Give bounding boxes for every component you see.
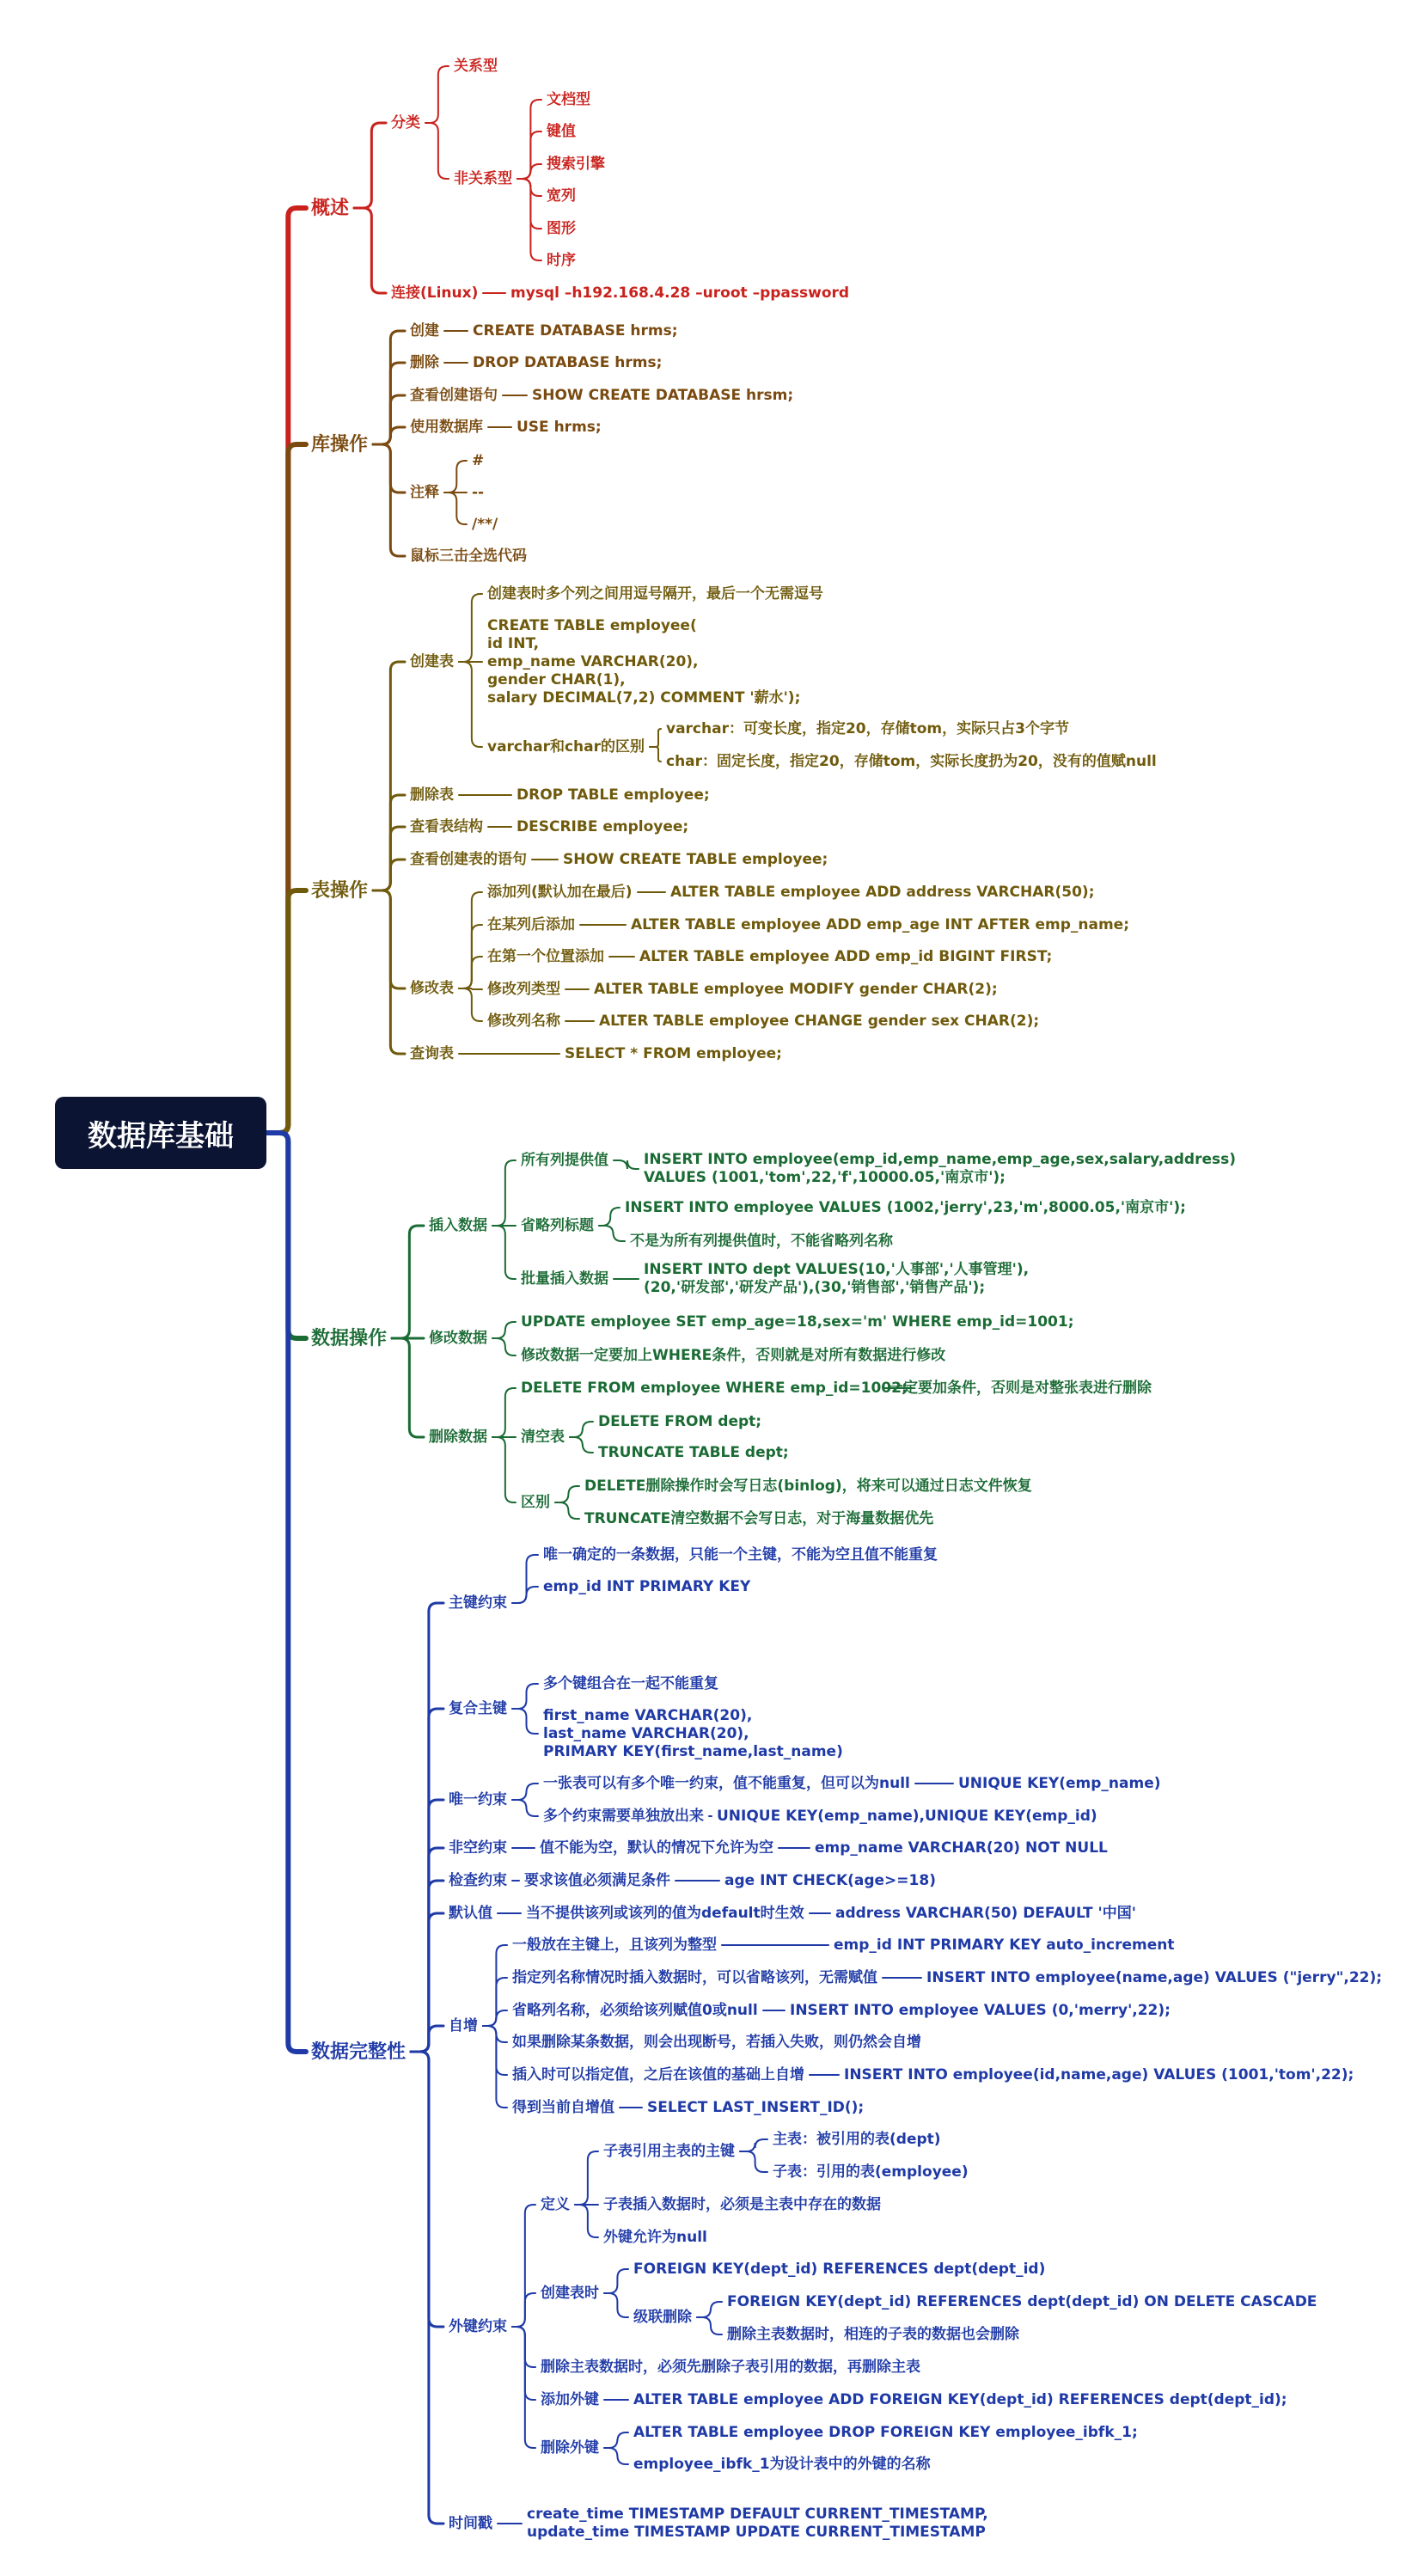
topic-node: INSERT INTO employee(emp_id,emp_name,emp_age,sex,salary,address) VALUES (1001,'tom',22,'f',10000.05,'南京市'); xyxy=(644,1151,1236,1186)
topic-node: 得到当前自增值 xyxy=(512,2098,614,2116)
topic-node: 注释 xyxy=(410,483,439,501)
topic-node: 级联删除 xyxy=(633,2308,692,2326)
topic-node: INSERT INTO employee(id,name,age) VALUES (1001,'tom',22); xyxy=(844,2065,1354,2083)
topic-node: 图形 xyxy=(547,219,576,237)
topic-node: ALTER TABLE employee CHANGE gender sex CHAR(2); xyxy=(599,1012,1040,1030)
topic-node: 查看创建语句 xyxy=(410,386,498,404)
topic-node: 插入时可以指定值，之后在该值的基础上自增 xyxy=(512,2065,804,2083)
topic-node: 非关系型 xyxy=(454,169,512,187)
topic-node: 分类 xyxy=(391,113,420,132)
connector-line xyxy=(492,1388,516,1437)
branch-node: 库操作 xyxy=(311,433,369,456)
topic-node: 创建表时多个列之间用逗号隔开，最后一个无需逗号 xyxy=(487,584,823,603)
topic-node: 一定要加条件，否则是对整张表进行删除 xyxy=(889,1379,1152,1397)
topic-node: 要求该值必须满足条件 xyxy=(524,1871,670,1889)
topic-node: 定义 xyxy=(541,2195,570,2213)
connector-line xyxy=(604,2269,628,2293)
topic-node: TRUNCATE TABLE dept; xyxy=(598,1443,789,1461)
topic-node: 子表引用主表的主键 xyxy=(603,2142,735,2160)
topic-node: 删除主表数据时，必须先删除子表引用的数据，再删除主表 xyxy=(541,2358,920,2376)
topic-node: /**/ xyxy=(472,515,498,533)
topic-node: INSERT INTO dept VALUES(10,'人事部','人事管理'), (20,'研发部','研发产品'),(30,'销售部','销售产品'); xyxy=(644,1261,1030,1296)
connector-line xyxy=(459,988,482,1021)
topic-node: 清空表 xyxy=(521,1428,565,1446)
topic-node: emp_name VARCHAR(20) NOT NULL xyxy=(815,1839,1108,1857)
topic-node: INSERT INTO employee VALUES (0,'merry',22); xyxy=(790,2001,1171,2019)
connector-line xyxy=(512,1684,538,1709)
topic-node: CREATE TABLE employee( id INT, emp_name VARCHAR(20), gender CHAR(1), salary DECIMAL(7,2) COMMENT '薪水'); xyxy=(487,616,801,707)
connector-line xyxy=(512,2205,535,2327)
topic-node: 使用数据库 xyxy=(410,418,483,436)
connector-line xyxy=(512,1555,538,1603)
topic-node: ALTER TABLE employee ADD emp_age INT AFTER emp_name; xyxy=(631,915,1130,933)
topic-node: 省略列标题 xyxy=(521,1216,594,1234)
connector-line xyxy=(411,1603,443,2052)
connector-line xyxy=(266,890,306,1133)
topic-node: 宽列 xyxy=(547,187,576,205)
connector-line xyxy=(373,444,405,556)
topic-node: char：固定长度，指定20，存储tom，实际长度扔为20，没有的值赋null xyxy=(666,752,1157,770)
topic-node: 如果删除某条数据，则会出现断号，若插入失败，则仍然会自增 xyxy=(512,2033,921,2051)
connector-line xyxy=(444,493,467,524)
topic-node: 多个约束需要单独放出来 xyxy=(543,1807,704,1825)
topic-node: 删除 xyxy=(410,353,439,371)
connector-line xyxy=(444,461,467,493)
topic-node: 省略列名称，必须给该列赋值0或null xyxy=(512,2001,758,2019)
topic-node: 非空约束 xyxy=(449,1839,507,1857)
connector-line xyxy=(411,2052,443,2327)
topic-node: ALTER TABLE employee MODIFY gender CHAR(2); xyxy=(594,980,998,998)
branch-node: 表操作 xyxy=(311,879,369,902)
topic-node: 删除外键 xyxy=(541,2438,599,2457)
topic-node: 删除数据 xyxy=(429,1428,487,1446)
topic-node: 多个键组合在一起不能重复 xyxy=(543,1674,718,1692)
connector-line xyxy=(517,100,541,179)
topic-node: varchar和char的区别 xyxy=(487,737,645,756)
topic-node: 子表插入数据时，必须是主表中存在的数据 xyxy=(603,2195,881,2213)
topic-node: create_time TIMESTAMP DEFAULT CURRENT_TIMESTAMP, update_time TIMESTAMP UPDATE CURRENT_TIMESTAMP xyxy=(527,2506,988,2541)
topic-node: 检查约束 xyxy=(449,1871,507,1889)
connector-line xyxy=(411,2052,443,2524)
topic-node: FOREIGN KEY(dept_id) REFERENCES dept(dept_id) ON DELETE CASCADE xyxy=(727,2292,1317,2310)
topic-node: 创建表时 xyxy=(541,2284,599,2302)
topic-node: 子表：引用的表(employee) xyxy=(773,2163,969,2181)
connector-line xyxy=(614,1160,639,1169)
connector-line xyxy=(555,1486,579,1502)
connector-line xyxy=(373,444,405,493)
topic-node: 指定列名称情况时插入数据时，可以省略该列，无需赋值 xyxy=(512,1968,877,1986)
connector-line xyxy=(492,1322,516,1338)
topic-node: emp_id INT PRIMARY KEY auto_increment xyxy=(834,1936,1175,1954)
connector-line xyxy=(373,795,405,890)
topic-node: FOREIGN KEY(dept_id) REFERENCES dept(dept_id) xyxy=(633,2260,1046,2278)
topic-node: 查询表 xyxy=(410,1044,454,1062)
connector-line xyxy=(575,2151,598,2205)
topic-node: 主表：被引用的表(dept) xyxy=(773,2130,941,2148)
topic-node: age INT CHECK(age>=18) xyxy=(724,1871,936,1889)
topic-node: UPDATE employee SET emp_age=18,sex='m' WHERE emp_id=1001; xyxy=(521,1312,1074,1331)
connector-line xyxy=(373,860,405,890)
topic-node: emp_id INT PRIMARY KEY xyxy=(543,1577,751,1595)
connector-line xyxy=(512,2327,535,2367)
connector-line xyxy=(373,662,405,890)
connector-line xyxy=(373,363,405,444)
topic-node: INSERT INTO employee(name,age) VALUES ("jerry",22); xyxy=(926,1968,1383,1986)
connector-line xyxy=(604,2432,628,2448)
connector-line xyxy=(575,2205,598,2237)
connector-line xyxy=(354,208,386,293)
topic-node: 唯一确定的一条数据，只能一个主键，不能为空且值不能重复 xyxy=(543,1545,938,1563)
topic-node: 当不提供该列或该列的值为default时生效 xyxy=(526,1904,804,1922)
topic-node: USE hrms; xyxy=(517,418,602,436)
connector-line xyxy=(492,1160,516,1226)
topic-node: 修改数据一定要加上WHERE条件，否则就是对所有数据进行修改 xyxy=(521,1346,946,1364)
connector-line xyxy=(740,2139,767,2151)
topic-node: # xyxy=(472,451,485,469)
connector-line xyxy=(459,594,482,662)
connector-line xyxy=(459,892,482,988)
connector-line xyxy=(492,1338,516,1355)
connector-line xyxy=(373,890,405,988)
connector-line xyxy=(517,179,541,260)
connector-line xyxy=(392,1338,424,1437)
connector-line xyxy=(483,1978,507,2026)
topic-node: 添加列(默认加在最后) xyxy=(487,883,633,901)
connector-line xyxy=(570,1422,593,1437)
branch-node: 数据操作 xyxy=(311,1327,388,1349)
topic-node: 查看表结构 xyxy=(410,817,483,835)
topic-node: ALTER TABLE employee ADD emp_id BIGINT FIRST; xyxy=(639,947,1053,965)
connector-line xyxy=(517,179,541,229)
connector-line xyxy=(517,132,541,179)
connector-line xyxy=(373,890,405,1054)
connector-line xyxy=(266,1133,306,2052)
topic-node: 修改列名称 xyxy=(487,1012,560,1030)
connector-line xyxy=(604,2293,628,2317)
topic-node: INSERT INTO employee VALUES (1002,'jerry',23,'m',8000.05,'南京市'); xyxy=(625,1198,1186,1216)
connector-line xyxy=(512,1800,538,1816)
topic-node: 文档型 xyxy=(547,90,590,108)
topic-node: 创建表 xyxy=(410,652,454,670)
topic-node: DROP TABLE employee; xyxy=(517,786,710,804)
topic-node: 唯一约束 xyxy=(449,1790,507,1808)
connector-line xyxy=(483,1945,507,2026)
topic-node: -- xyxy=(472,483,485,501)
topic-node: 创建 xyxy=(410,321,439,340)
topic-node: 删除表 xyxy=(410,786,454,804)
connector-line xyxy=(570,1437,593,1453)
connector-line xyxy=(740,2151,767,2172)
connector-line xyxy=(599,1226,625,1241)
connector-line xyxy=(512,1784,538,1800)
connector-line xyxy=(459,957,482,988)
topic-node: 插入数据 xyxy=(429,1216,487,1234)
connector-line xyxy=(697,2302,722,2317)
topic-node: UNIQUE KEY(emp_name) xyxy=(958,1774,1161,1792)
topic-node: 关系型 xyxy=(454,57,498,75)
connector-line xyxy=(483,2026,507,2108)
topic-node: varchar：可变长度，指定20，存储tom，实际只占3个字节 xyxy=(666,719,1069,737)
topic-node: 修改表 xyxy=(410,979,454,997)
topic-node: ALTER TABLE employee ADD FOREIGN KEY(dept_id) REFERENCES dept(dept_id); xyxy=(633,2390,1287,2408)
topic-node: 不是为所有列提供值时，不能省略列名称 xyxy=(630,1232,893,1250)
connector-line xyxy=(650,747,661,762)
connector-line xyxy=(512,2327,535,2448)
topic-node: DELETE FROM dept; xyxy=(598,1412,762,1430)
connector-line xyxy=(492,1226,516,1279)
topic-node: 删除主表数据时，相连的子表的数据也会删除 xyxy=(727,2325,1019,2343)
topic-node: UNIQUE KEY(emp_name),UNIQUE KEY(emp_id) xyxy=(717,1807,1097,1825)
topic-node: ALTER TABLE employee DROP FOREIGN KEY employee_ibfk_1; xyxy=(633,2423,1138,2441)
topic-node: CREATE DATABASE hrms; xyxy=(473,321,678,340)
topic-node: 一般放在主键上，且该列为整型 xyxy=(512,1936,717,1954)
connector-line xyxy=(697,2317,722,2334)
connector-line xyxy=(425,66,449,123)
connector-line xyxy=(604,2448,628,2464)
topic-node: 搜索引擎 xyxy=(547,155,605,173)
topic-node: 外键允许为null xyxy=(603,2228,707,2246)
connector-line xyxy=(373,427,405,444)
topic-node: SHOW CREATE TABLE employee; xyxy=(563,850,828,868)
topic-node: DELETE删除操作时会写日志(binlog)，将来可以通过日志文件恢复 xyxy=(584,1477,1032,1495)
connector-line xyxy=(555,1502,579,1519)
branch-node: 概述 xyxy=(311,197,350,219)
connector-line xyxy=(354,123,386,208)
connector-line xyxy=(512,1587,538,1603)
connector-line xyxy=(373,395,405,444)
topic-node: 批量插入数据 xyxy=(521,1270,608,1288)
branch-node: 数据完整性 xyxy=(311,2041,407,2063)
topic-node: SELECT LAST_INSERT_ID(); xyxy=(647,2098,865,2116)
topic-node: DELETE FROM employee WHERE emp_id=1002; xyxy=(521,1379,908,1397)
topic-node: SHOW CREATE DATABASE hrsm; xyxy=(532,386,794,404)
topic-node: 添加外键 xyxy=(541,2390,599,2408)
topic-node: DROP DATABASE hrms; xyxy=(473,353,663,371)
connector-line xyxy=(483,2010,507,2026)
topic-node: first_name VARCHAR(20), last_name VARCHAR(20), PRIMARY KEY(first_name,last_name) xyxy=(543,1706,843,1760)
topic-node: DESCRIBE employee; xyxy=(517,817,689,835)
topic-node: 一张表可以有多个唯一约束，值不能重复，但可以为null xyxy=(543,1774,910,1792)
topic-node: 鼠标三击全选代码 xyxy=(410,547,527,565)
topic-node: 区别 xyxy=(521,1493,550,1511)
connector-line xyxy=(483,2026,507,2075)
connector-line xyxy=(517,164,541,179)
connector-line xyxy=(411,1848,443,2052)
topic-node: 外键约束 xyxy=(449,2317,507,2335)
topic-node: 修改数据 xyxy=(429,1329,487,1347)
topic-node: 查看创建表的语句 xyxy=(410,850,527,868)
connector-line xyxy=(459,662,482,747)
connector-line xyxy=(392,1226,424,1338)
connector-line xyxy=(411,2026,443,2052)
topic-node: 值不能为空，默认的情况下允许为空 xyxy=(540,1839,773,1857)
root-node: 数据库基础 xyxy=(55,1097,266,1169)
topic-node: 键值 xyxy=(547,122,576,140)
connector-line xyxy=(512,2293,535,2327)
topic-node: 在第一个位置添加 xyxy=(487,947,604,965)
topic-node: 默认值 xyxy=(449,1904,492,1922)
topic-node: 修改列类型 xyxy=(487,980,560,998)
connector-line xyxy=(650,729,661,747)
connector-line xyxy=(599,1208,620,1226)
topic-node: 在某列后添加 xyxy=(487,915,575,933)
connector-line xyxy=(411,1800,443,2052)
topic-node: SELECT * FROM employee; xyxy=(565,1044,782,1062)
topic-node: 自增 xyxy=(449,2016,478,2034)
connector-line xyxy=(425,123,449,179)
topic-node: employee_ibfk_1为设计表中的外键的名称 xyxy=(633,2455,931,2473)
topic-node: 所有列提供值 xyxy=(521,1151,608,1169)
topic-node: ALTER TABLE employee ADD address VARCHAR(50); xyxy=(670,883,1095,901)
connector-line xyxy=(492,1437,516,1502)
topic-node: 复合主键 xyxy=(449,1699,507,1717)
topic-node: TRUNCATE清空数据不会写日志，对于海量数据优先 xyxy=(584,1509,934,1527)
connector-line xyxy=(512,2327,535,2400)
topic-node: address VARCHAR(50) DEFAULT '中国' xyxy=(835,1904,1136,1922)
topic-node: 时序 xyxy=(547,251,576,269)
topic-node: 时间戳 xyxy=(449,2514,492,2532)
topic-node: 连接(Linux) xyxy=(391,284,479,302)
topic-node: mysql –h192.168.4.28 –uroot –ppassword xyxy=(510,284,850,302)
connector-line xyxy=(411,1913,443,2052)
connector-line xyxy=(512,1709,538,1734)
topic-node: 主键约束 xyxy=(449,1594,507,1612)
